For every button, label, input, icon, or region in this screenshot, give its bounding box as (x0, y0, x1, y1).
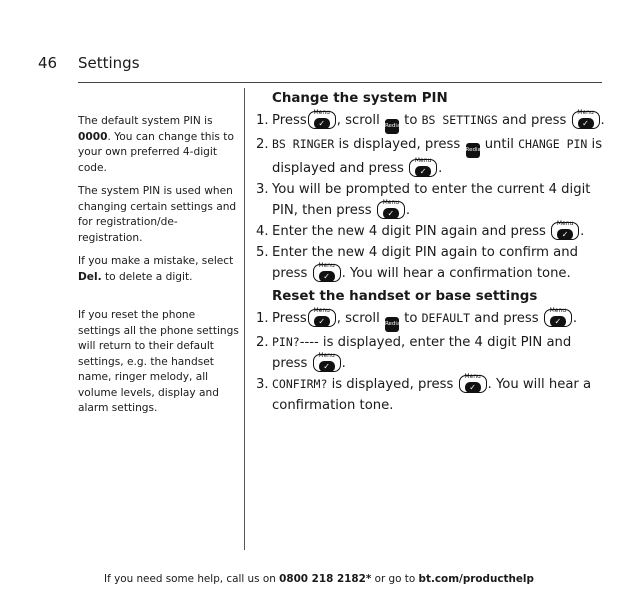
section-title: Settings (78, 54, 140, 72)
redial-button-icon: Redial (466, 143, 480, 158)
list-item: 1. Press Menu ✓ , scroll Redial to BS SETTINGS and press Menu ✓ . (256, 110, 606, 134)
list-item: 3. You will be prompted to enter the current 4 digit PIN, then press Menu ✓ . (256, 182, 591, 218)
menu-button-icon: Menu ✓ (313, 264, 341, 282)
list-item: 3. CONFIRM? is displayed, press Menu ✓ . You will hear a confirmation tone. (256, 373, 592, 413)
display-text: BS RINGER (272, 137, 335, 151)
page-number: 46 (38, 54, 58, 72)
pin-note-mistake: If you make a mistake, select Del. to delete a digit. (78, 255, 234, 283)
sidebar-reset-note: If you reset the phone settings all the phone settings will return to their default settings, e.g. the handset name, ringer melody, all volume levels, display and alarm settings. (78, 309, 239, 414)
display-text: CHANGE PIN (518, 137, 588, 151)
redial-button-icon: Redial (385, 119, 399, 134)
pin-note-usage: The system PIN is used when changing certain settings and for registration/de-registration. (78, 185, 237, 244)
help-link[interactable]: bt.com/producthelp (418, 573, 534, 585)
list-item: 2. BS RINGER is displayed, press Redial until CHANGE PIN is displayed and press Menu ✓ . (256, 137, 603, 176)
pin-section (256, 88, 606, 284)
sidebar-pin-notes (78, 114, 240, 293)
display-text: BS SETTINGS (421, 113, 498, 127)
list-item: 1. Press Menu ✓ , scroll Redial to DEFAULT and press Menu ✓ . (256, 308, 606, 332)
column-divider (244, 88, 245, 550)
menu-button-icon: Menu ✓ (459, 375, 487, 393)
display-text: PIN? (272, 335, 300, 349)
list-item: 2. PIN?---- is displayed, enter the 4 digit PIN and press Menu ✓ . (256, 335, 572, 371)
reset-section (256, 286, 606, 416)
menu-button-icon: Menu ✓ (544, 309, 572, 327)
help-phone: 0800 218 2182* (279, 573, 372, 585)
list-item: 4. Enter the new 4 digit PIN again and press Menu ✓ . (256, 220, 585, 239)
menu-button-icon: Menu ✓ (308, 309, 336, 327)
menu-button-icon: Menu ✓ (551, 222, 579, 240)
display-text: CONFIRM? (272, 377, 328, 391)
menu-button-icon: Menu ✓ (377, 201, 405, 219)
pin-heading: Change the system PIN (272, 91, 448, 106)
menu-button-icon: Menu ✓ (409, 159, 437, 177)
display-text: DEFAULT (421, 311, 471, 325)
redial-button-icon: Redial (385, 317, 399, 332)
header-rule (78, 82, 602, 83)
menu-button-icon: Menu ✓ (308, 111, 336, 129)
menu-button-icon: Menu ✓ (313, 354, 341, 372)
reset-heading: Reset the handset or base settings (272, 289, 538, 304)
list-item: 5. Enter the new 4 digit PIN again to confirm and press Menu ✓ . You will hear a confirmation tone. (256, 245, 578, 281)
menu-button-icon: Menu ✓ (572, 111, 600, 129)
footer-help: If you need some help, call us on 0800 218 2182* or go to bt.com/producthelp (104, 573, 534, 585)
pin-note-default: The default system PIN is 0000. You can change this to your own preferred 4-digit code. (78, 115, 234, 174)
